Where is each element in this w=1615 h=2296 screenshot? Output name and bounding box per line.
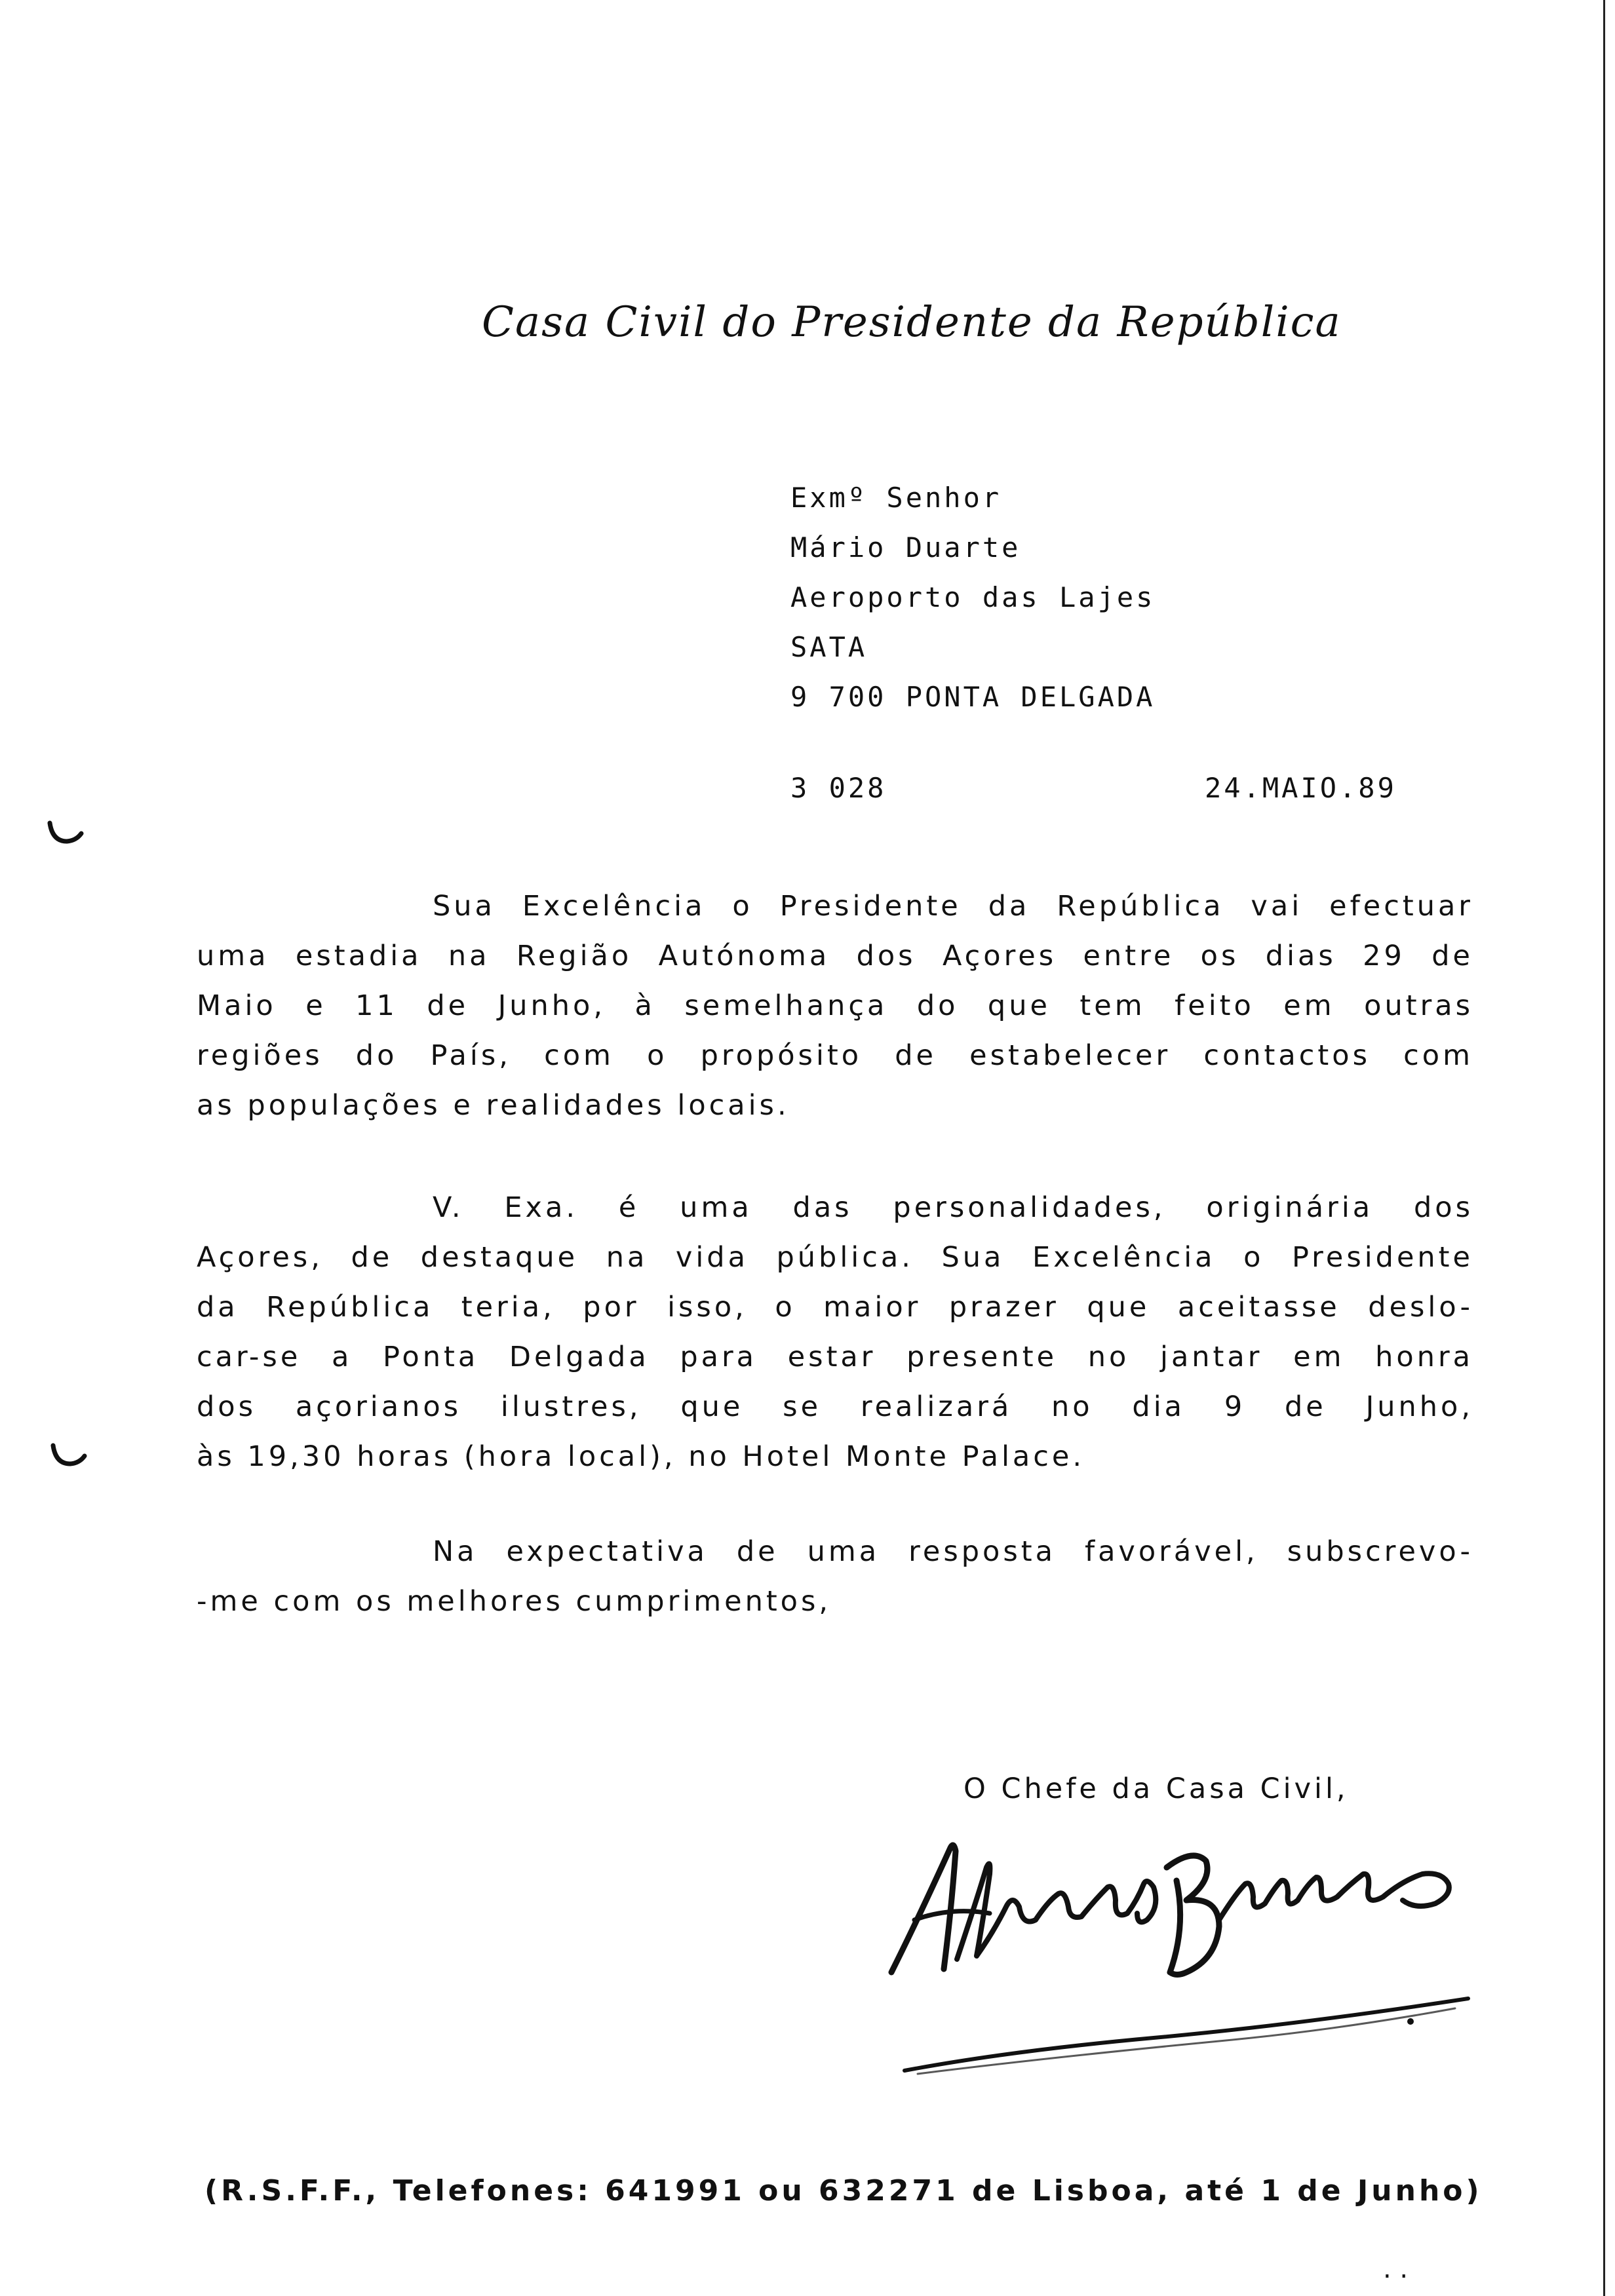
paragraph-line: Na expectativa de uma resposta favorável, subscrevo- <box>433 1535 1473 1568</box>
paragraph-line: -me com os melhores cumprimentos, <box>197 1585 832 1618</box>
page-edge-line <box>1603 0 1605 2296</box>
address-line: SATA <box>790 631 868 663</box>
paragraph-line: dos açorianos ilustres, que se realizará no dia 9 de Junho, <box>197 1390 1473 1423</box>
paragraph-line: as populações e realidades locais. <box>197 1089 790 1122</box>
closing-title: O Chefe da Casa Civil, <box>963 1772 1349 1805</box>
reference-number: 3 028 <box>790 772 887 804</box>
address-name: Mário Duarte <box>790 531 1021 564</box>
paragraph <box>197 1527 1473 1626</box>
address-salutation: Exmº Senhor <box>790 482 1002 514</box>
punch-hole-mark <box>46 819 85 845</box>
paragraph-line: car-se a Ponta Delgada para estar presente no jantar em honra <box>197 1341 1473 1373</box>
address-line: Aeroporto das Lajes <box>790 581 1156 613</box>
letterhead: Casa Civil do Presidente da República <box>482 298 1342 347</box>
recipient-address <box>790 473 1155 722</box>
paragraph-line: Sua Excelência o Presidente da República vai efectuar <box>433 890 1473 923</box>
paragraph-line: da República teria, por isso, o maior prazer que aceitasse deslo- <box>197 1291 1473 1324</box>
paragraph-line: uma estadia na Região Autónoma dos Açores entre os dias 29 de <box>197 940 1473 972</box>
paragraph-line: Maio e 11 de Junho, à semelhança do que tem feito em outras <box>197 989 1473 1022</box>
letter-date: 24.MAIO.89 <box>1205 772 1397 804</box>
paragraph-line: Açores, de destaque na vida pública. Sua Excelência o Presidente <box>197 1241 1473 1274</box>
footer-marks: . . <box>1383 2254 1409 2284</box>
paragraph-line: V. Exa. é uma das personalidades, originária dos <box>433 1191 1473 1224</box>
paragraph-line: às 19,30 horas (hora local), no Hotel Monte Palace. <box>197 1440 1085 1473</box>
address-line: 9 700 PONTA DELGADA <box>790 681 1156 713</box>
footer-note: (R.S.F.F., Telefones: 641991 ou 632271 de Lisboa, até 1 de Junho) <box>204 2174 1483 2208</box>
handwritten-signature <box>878 1822 1508 2084</box>
paragraph <box>197 1183 1473 1482</box>
paragraph <box>197 881 1473 1130</box>
punch-hole-mark <box>49 1442 88 1468</box>
paragraph-line: regiões do País, com o propósito de estabelecer contactos com <box>197 1039 1473 1072</box>
